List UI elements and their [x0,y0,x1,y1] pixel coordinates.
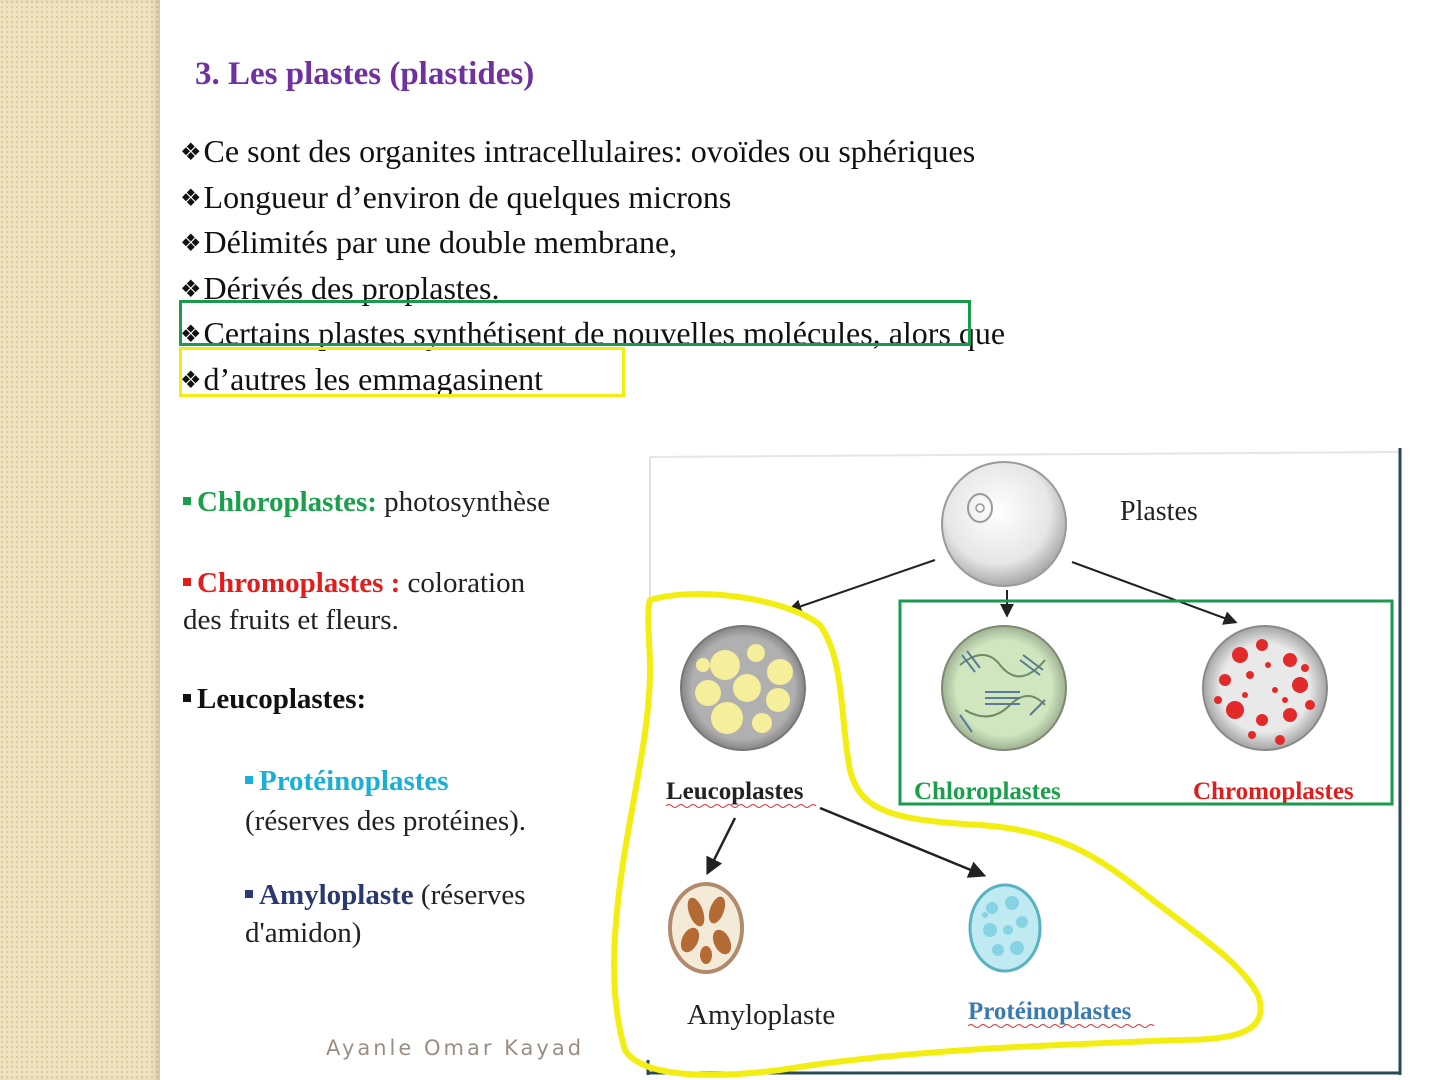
bullet-diamond-icon: ❖ [180,140,202,166]
label-chloroplastes: Chloroplastes [914,778,1061,805]
bullet-item: ❖Ce sont des organites intracellulaires: ovoïdes ou sphériques [180,133,976,169]
bullet-diamond-icon: ❖ [180,367,202,394]
legend-amyloplaste: Amyloplaste (réserves d'amidon) [245,879,526,949]
label-chromoplastes: Chromoplastes [1193,778,1354,805]
leucoplaste-icon [681,626,805,750]
chloroplaste-icon [942,626,1066,750]
arrow-to-chromoplastes [1072,562,1235,622]
bullet-item: ❖Délimités par une double membrane, [180,224,678,260]
bullet-item: ❖Certains plastes synthétisent de nouvelles molécules, alors que [180,315,1006,351]
bullet-diamond-icon: ❖ [180,231,202,257]
amyloplaste-icon [670,884,742,972]
slide-title: 3. Les plastes (plastides) [195,56,535,92]
legend-leucoplastes: Leucoplastes: [183,683,366,716]
label-amyloplaste: Amyloplaste [687,999,836,1031]
chromoplaste-icon [1203,626,1327,750]
bullet-item: ❖Longueur d’environ de quelques microns [180,178,732,215]
author-name: Ayanle Omar Kayad [326,1036,585,1060]
bullet-item: ❖Dérivés des proplastes. [180,269,500,306]
proteinoplaste-icon [970,885,1040,971]
bullet-item: ❖d’autres les emmagasinent [180,360,543,397]
label-leucoplastes: Leucoplastes [666,778,804,805]
plastes-root-icon [942,462,1066,586]
legend-chromoplastes: Chromoplastes : coloration des fruits et fleurs. [183,567,526,636]
bullet-diamond-icon: ❖ [180,276,202,303]
label-proteinoplastes: Protéinoplastes [968,998,1132,1025]
bullet-diamond-icon: ❖ [180,322,202,348]
legend-proteinoplastes: Protéinoplastes (réserves des protéines). [245,765,527,837]
arrow-to-amyloplaste [708,818,735,872]
label-plastes: Plastes [1120,496,1198,527]
legend-chloroplastes: Chloroplastes: photosynthèse [183,486,550,519]
bullet-diamond-icon: ❖ [180,185,202,212]
